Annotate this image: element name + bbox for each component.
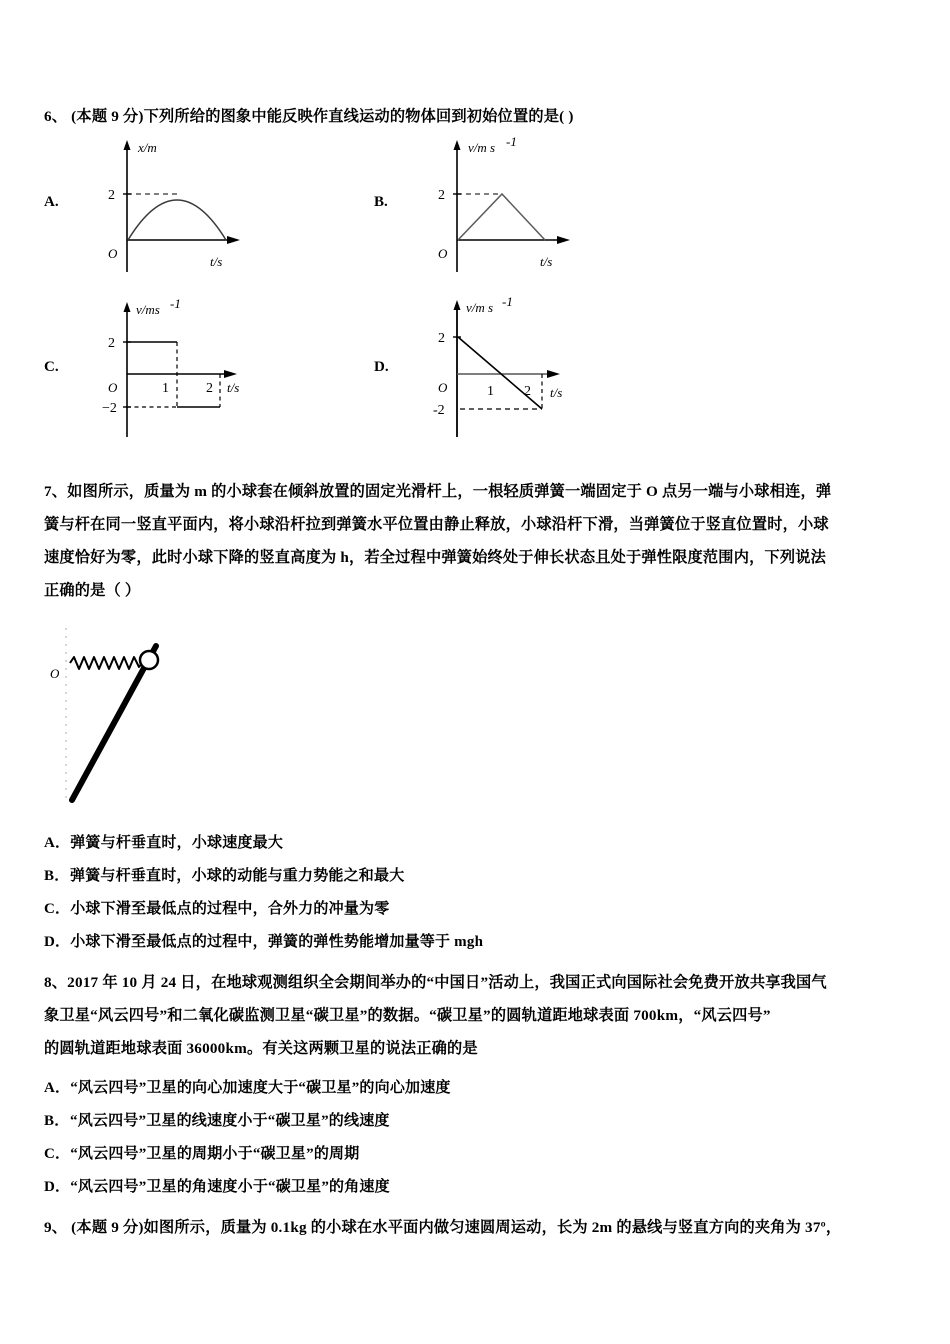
chart-d-ylabel-exp: -1 — [502, 297, 513, 309]
choice-label-a: A. — [44, 194, 59, 210]
option-a-text: “风云四号”卫星的向心加速度大于“碳卫星”的向心加速度 — [70, 1080, 451, 1096]
option-a-label: A． — [44, 1080, 71, 1096]
chart-d-ylabel: v/m s — [466, 300, 494, 315]
chart-b-ylabel: v/m s — [468, 140, 496, 155]
option-d-label: D． — [44, 934, 71, 950]
chart-c-origin: O — [108, 380, 118, 395]
question-8-stem-line-2: 象卫星“风云四号”和二氧化碳监测卫星“碳卫星”的数据。“碳卫星”的圆轨道距地球表面 700km，“风云四号” — [44, 1007, 771, 1024]
chart-c-xlabel: t/s — [227, 380, 240, 395]
chart-d-ytick-neg2: -2 — [433, 403, 445, 418]
chart-a-xlabel: t/s — [210, 254, 223, 269]
question-6-stem: 6、 (本题 9 分)下列所给的图象中能反映作直线运动的物体回到初始位置的是( ) — [44, 108, 574, 125]
question-9-stem-line-1: 9、 (本题 9 分)如图所示，质量为 0.1kg 的小球在水平面内做匀速圆周运动，长为 2m 的悬线与竖直方向的夹角为 37º， — [44, 1219, 842, 1236]
chart-d-xlabel: t/s — [550, 385, 563, 400]
question-7-figure — [44, 618, 264, 818]
chart-a-ylabel: x/m — [138, 140, 157, 155]
chart-c-ytick-neg2: −2 — [102, 401, 117, 416]
question-7-stem-line-1: 7、如图所示，质量为 m 的小球套在倾斜放置的固定光滑杆上，一根轻质弹簧一端固定于 O 点另一端与小球相连，弹 — [44, 483, 832, 500]
option-c-label: C． — [44, 901, 71, 917]
graph-choice-c — [44, 297, 344, 447]
ball-ring — [140, 651, 158, 669]
option-a-label: A． — [44, 835, 71, 851]
question-8-option-b — [44, 1105, 916, 1138]
chart-c-xtick-2: 2 — [206, 381, 213, 396]
question-8-options — [44, 1072, 916, 1204]
question-6 — [44, 100, 916, 133]
question-7-option-b — [44, 860, 916, 893]
chart-a-origin: O — [108, 246, 118, 261]
choice-label-d: D. — [374, 359, 389, 375]
question-6-graphs — [44, 132, 924, 442]
option-b-text: 弹簧与杆垂直时，小球的动能与重力势能之和最大 — [70, 868, 405, 884]
question-8-option-c — [44, 1138, 916, 1171]
chart-d-xtick-2: 2 — [524, 384, 531, 399]
graph-choice-d — [374, 297, 674, 447]
question-8-option-d — [44, 1171, 916, 1204]
chart-d-ytick-2: 2 — [438, 331, 445, 346]
option-d-text: “风云四号”卫星的角速度小于“碳卫星”的角速度 — [70, 1179, 390, 1195]
chart-d — [402, 297, 652, 442]
choice-label-b: B. — [374, 194, 388, 210]
chart-a — [72, 132, 322, 277]
question-7-stem-line-3: 速度恰好为零，此时小球下降的竖直高度为 h，若全过程中弹簧始终处于伸长状态且处于弹性限度范围内，下列说法 — [44, 549, 827, 566]
question-7-option-d — [44, 926, 916, 959]
option-d-label: D． — [44, 1179, 71, 1195]
option-a-text: 弹簧与杆垂直时，小球速度最大 — [70, 835, 284, 851]
question-7-option-a — [44, 827, 916, 860]
option-d-text: 小球下滑至最低点的过程中，弹簧的弹性势能增加量等于 mgh — [70, 934, 484, 950]
question-9 — [44, 1211, 916, 1244]
chart-c-xtick-1: 1 — [162, 381, 169, 396]
chart-b-ytick-2: 2 — [438, 188, 445, 203]
chart-b-origin: O — [438, 246, 448, 261]
question-8-stem-line-3: 的圆轨道距地球表面 36000km。有关这两颗卫星的说法正确的是 — [44, 1040, 478, 1057]
question-7-stem-line-4: 正确的是（ ） — [44, 582, 141, 599]
question-8 — [44, 966, 916, 1065]
option-c-label: C． — [44, 1146, 71, 1162]
question-7 — [44, 475, 916, 607]
chart-b — [402, 132, 652, 277]
question-7-stem-line-2: 簧与杆在同一竖直平面内，将小球沿杆拉到弹簧水平位置由静止释放，小球沿杆下滑，当弹簧位于竖直位置时，小球 — [44, 516, 829, 533]
option-c-text: “风云四号”卫星的周期小于“碳卫星”的周期 — [70, 1146, 360, 1162]
option-c-text: 小球下滑至最低点的过程中，合外力的冲量为零 — [70, 901, 390, 917]
chart-c-ylabel-exp: -1 — [170, 297, 181, 311]
question-7-option-c — [44, 893, 916, 926]
choice-label-c: C. — [44, 359, 59, 375]
option-b-label: B． — [44, 868, 70, 884]
question-8-option-a — [44, 1072, 916, 1105]
chart-a-ytick-2: 2 — [108, 188, 115, 203]
graph-choice-a — [44, 132, 344, 282]
spring-coil — [70, 657, 143, 669]
figure-point-o-label: O — [50, 666, 60, 681]
question-8-stem-line-1: 8、2017 年 10 月 24 日，在地球观测组织全会期间举办的“中国日”活动上，我国正式向国际社会免费开放共享我国气 — [44, 974, 827, 991]
graph-choice-b — [374, 132, 674, 282]
chart-c-ytick-2: 2 — [108, 336, 115, 351]
chart-c-ylabel: v/ms — [136, 302, 160, 317]
chart-d-xtick-1: 1 — [487, 384, 494, 399]
spring-rod-diagram — [44, 618, 264, 818]
chart-b-xlabel: t/s — [540, 254, 553, 269]
option-b-label: B． — [44, 1113, 70, 1129]
chart-d-origin: O — [438, 380, 448, 395]
inclined-rod — [72, 646, 156, 800]
option-b-text: “风云四号”卫星的线速度小于“碳卫星”的线速度 — [70, 1113, 390, 1129]
chart-c — [72, 297, 322, 442]
chart-b-ylabel-exp: -1 — [506, 134, 517, 149]
question-7-options — [44, 827, 916, 959]
